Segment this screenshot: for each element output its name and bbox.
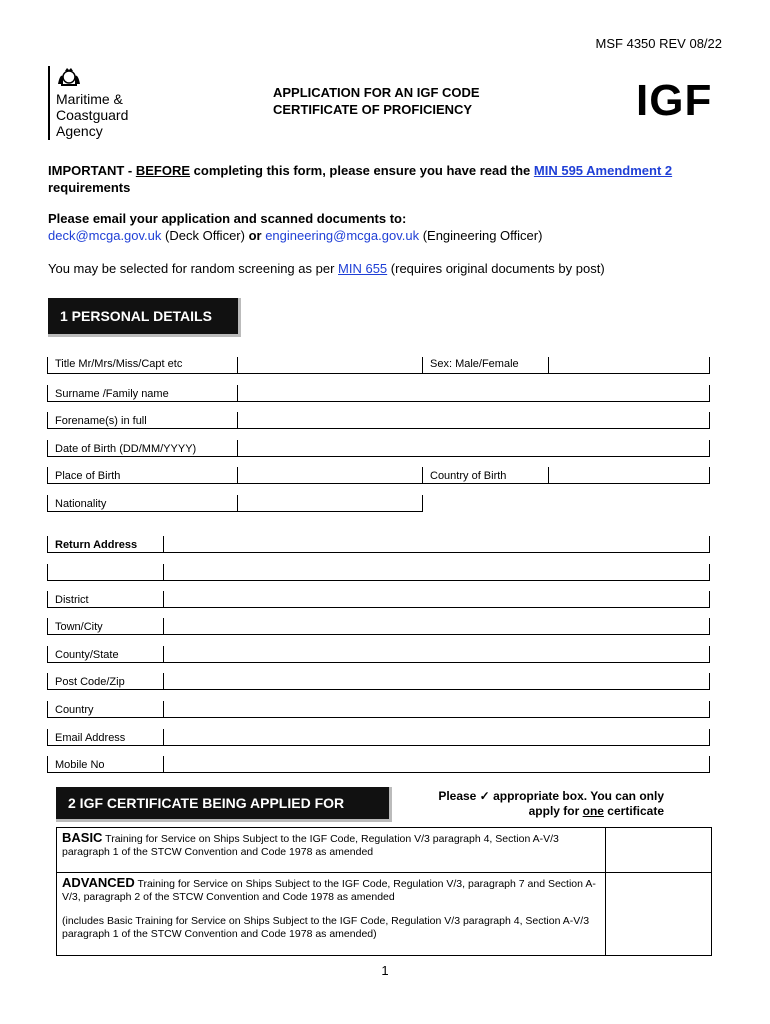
surname-label: Surname /Family name (55, 388, 169, 400)
agency-name: Maritime & Coastguard Agency (56, 91, 129, 139)
place-of-birth-input[interactable] (238, 466, 422, 484)
logo-bar (48, 66, 50, 140)
postcode-label: Post Code/Zip (55, 676, 125, 688)
return-address-label: Return Address (55, 539, 138, 551)
page-number: 1 (381, 963, 389, 978)
engineering-email-link[interactable]: engineering@mcga.gov.uk (265, 228, 420, 243)
agency-logo (48, 66, 158, 142)
selection-note-one: one (582, 804, 604, 818)
screening-prefix: You may be selected for random screening as per (48, 261, 339, 276)
advanced-certificate-description (57, 873, 606, 956)
selection-note (400, 789, 664, 819)
email-heading: Please email your application and scanned documents to: (48, 211, 407, 226)
important-notice (48, 162, 728, 196)
basic-certificate-row (57, 828, 712, 873)
advanced-certificate-checkbox[interactable] (606, 873, 712, 956)
royal-crest-icon (56, 66, 82, 88)
form-title-line1: APPLICATION FOR AN IGF CODE (273, 85, 480, 100)
email-address-label: Email Address (55, 732, 126, 744)
important-mid: completing this form, please ensure you have read the (190, 163, 534, 178)
advanced-note: (includes Basic Training for Service on Ships Subject to the IGF Code, Regulation V/3 paragraph 4, Section A-V/3 paragraph 1 of the STCW Convention and Code 1978 as amended) (62, 915, 590, 940)
form-reference: MSF 4350 REV 08/22 (595, 36, 722, 51)
min-595-link[interactable]: MIN 595 Amendment 2 (533, 163, 673, 178)
min-655-link[interactable]: MIN 655 (338, 261, 388, 276)
basic-certificate-description (57, 828, 606, 873)
section2-heading: 2 IGF CERTIFICATE BEING APPLIED FOR (56, 787, 392, 822)
country-label: Country (55, 704, 94, 716)
selection-note-suffix: certificate (603, 804, 664, 818)
form-title (273, 84, 480, 118)
email-instructions (48, 210, 542, 244)
country-of-birth-label: Country of Birth (430, 470, 507, 482)
county-label: County/State (55, 649, 119, 661)
return-address-line2-input[interactable] (164, 563, 709, 581)
selection-note-prefix: apply for (528, 804, 583, 818)
deck-email-link[interactable]: deck@mcga.gov.uk (48, 228, 162, 243)
sex-label: Sex: Male/Female (430, 358, 519, 370)
form-title-line2: CERTIFICATE OF PROFICIENCY (273, 102, 473, 117)
return-address-line1-input[interactable] (164, 535, 709, 553)
advanced-title: ADVANCED (62, 875, 135, 890)
section1-heading: 1 PERSONAL DETAILS (48, 298, 241, 337)
basic-text: Training for Service on Ships Subject to the IGF Code, Regulation V/3 paragraph 4, Section A-V/3 paragraph 1 of the STCW Convention and Code 1978 as amended (62, 833, 559, 858)
place-of-birth-label: Place of Birth (55, 470, 121, 482)
forenames-label: Forename(s) in full (55, 415, 147, 427)
important-before: BEFORE (135, 163, 191, 178)
engineering-label: (Engineering Officer) (419, 228, 543, 243)
important-suffix: requirements (48, 180, 131, 195)
surname-input[interactable] (238, 384, 709, 402)
selection-note-line1: Please ✓ appropriate box. You can only (438, 789, 664, 803)
dob-label: Date of Birth (DD/MM/YYYY) (55, 443, 197, 455)
country-of-birth-input[interactable] (549, 466, 709, 484)
forenames-input[interactable] (238, 411, 709, 429)
advanced-text: Training for Service on Ships Subject to the IGF Code, Regulation V/3, paragraph 7 and Section A-V/3, paragraph 2 of the STCW Convention and Code 1978 as amended (62, 878, 596, 903)
igf-badge: IGF (636, 76, 713, 125)
screening-suffix: (requires original documents by post) (387, 261, 605, 276)
mobile-input[interactable] (164, 755, 709, 773)
county-input[interactable] (164, 645, 709, 663)
advanced-certificate-row (57, 873, 712, 956)
email-address-input[interactable] (164, 728, 709, 746)
deck-label: (Deck Officer) (161, 228, 249, 243)
district-input[interactable] (164, 590, 709, 608)
town-label: Town/City (55, 621, 103, 633)
nationality-input[interactable] (238, 494, 422, 512)
title-label: Title Mr/Mrs/Miss/Capt etc (55, 358, 183, 370)
district-label: District (55, 594, 89, 606)
screening-notice (48, 260, 605, 277)
town-input[interactable] (164, 617, 709, 635)
mobile-label: Mobile No (55, 759, 105, 771)
dob-input[interactable] (238, 439, 709, 457)
certificate-options-table (56, 827, 712, 956)
postcode-input[interactable] (164, 672, 709, 690)
nationality-label: Nationality (55, 498, 107, 510)
basic-certificate-checkbox[interactable] (606, 828, 712, 873)
country-input[interactable] (164, 700, 709, 718)
sex-input[interactable] (549, 355, 709, 373)
title-input[interactable] (238, 355, 422, 373)
important-prefix: IMPORTANT - (48, 163, 136, 178)
email-or: or (248, 228, 262, 243)
basic-title: BASIC (62, 830, 103, 845)
